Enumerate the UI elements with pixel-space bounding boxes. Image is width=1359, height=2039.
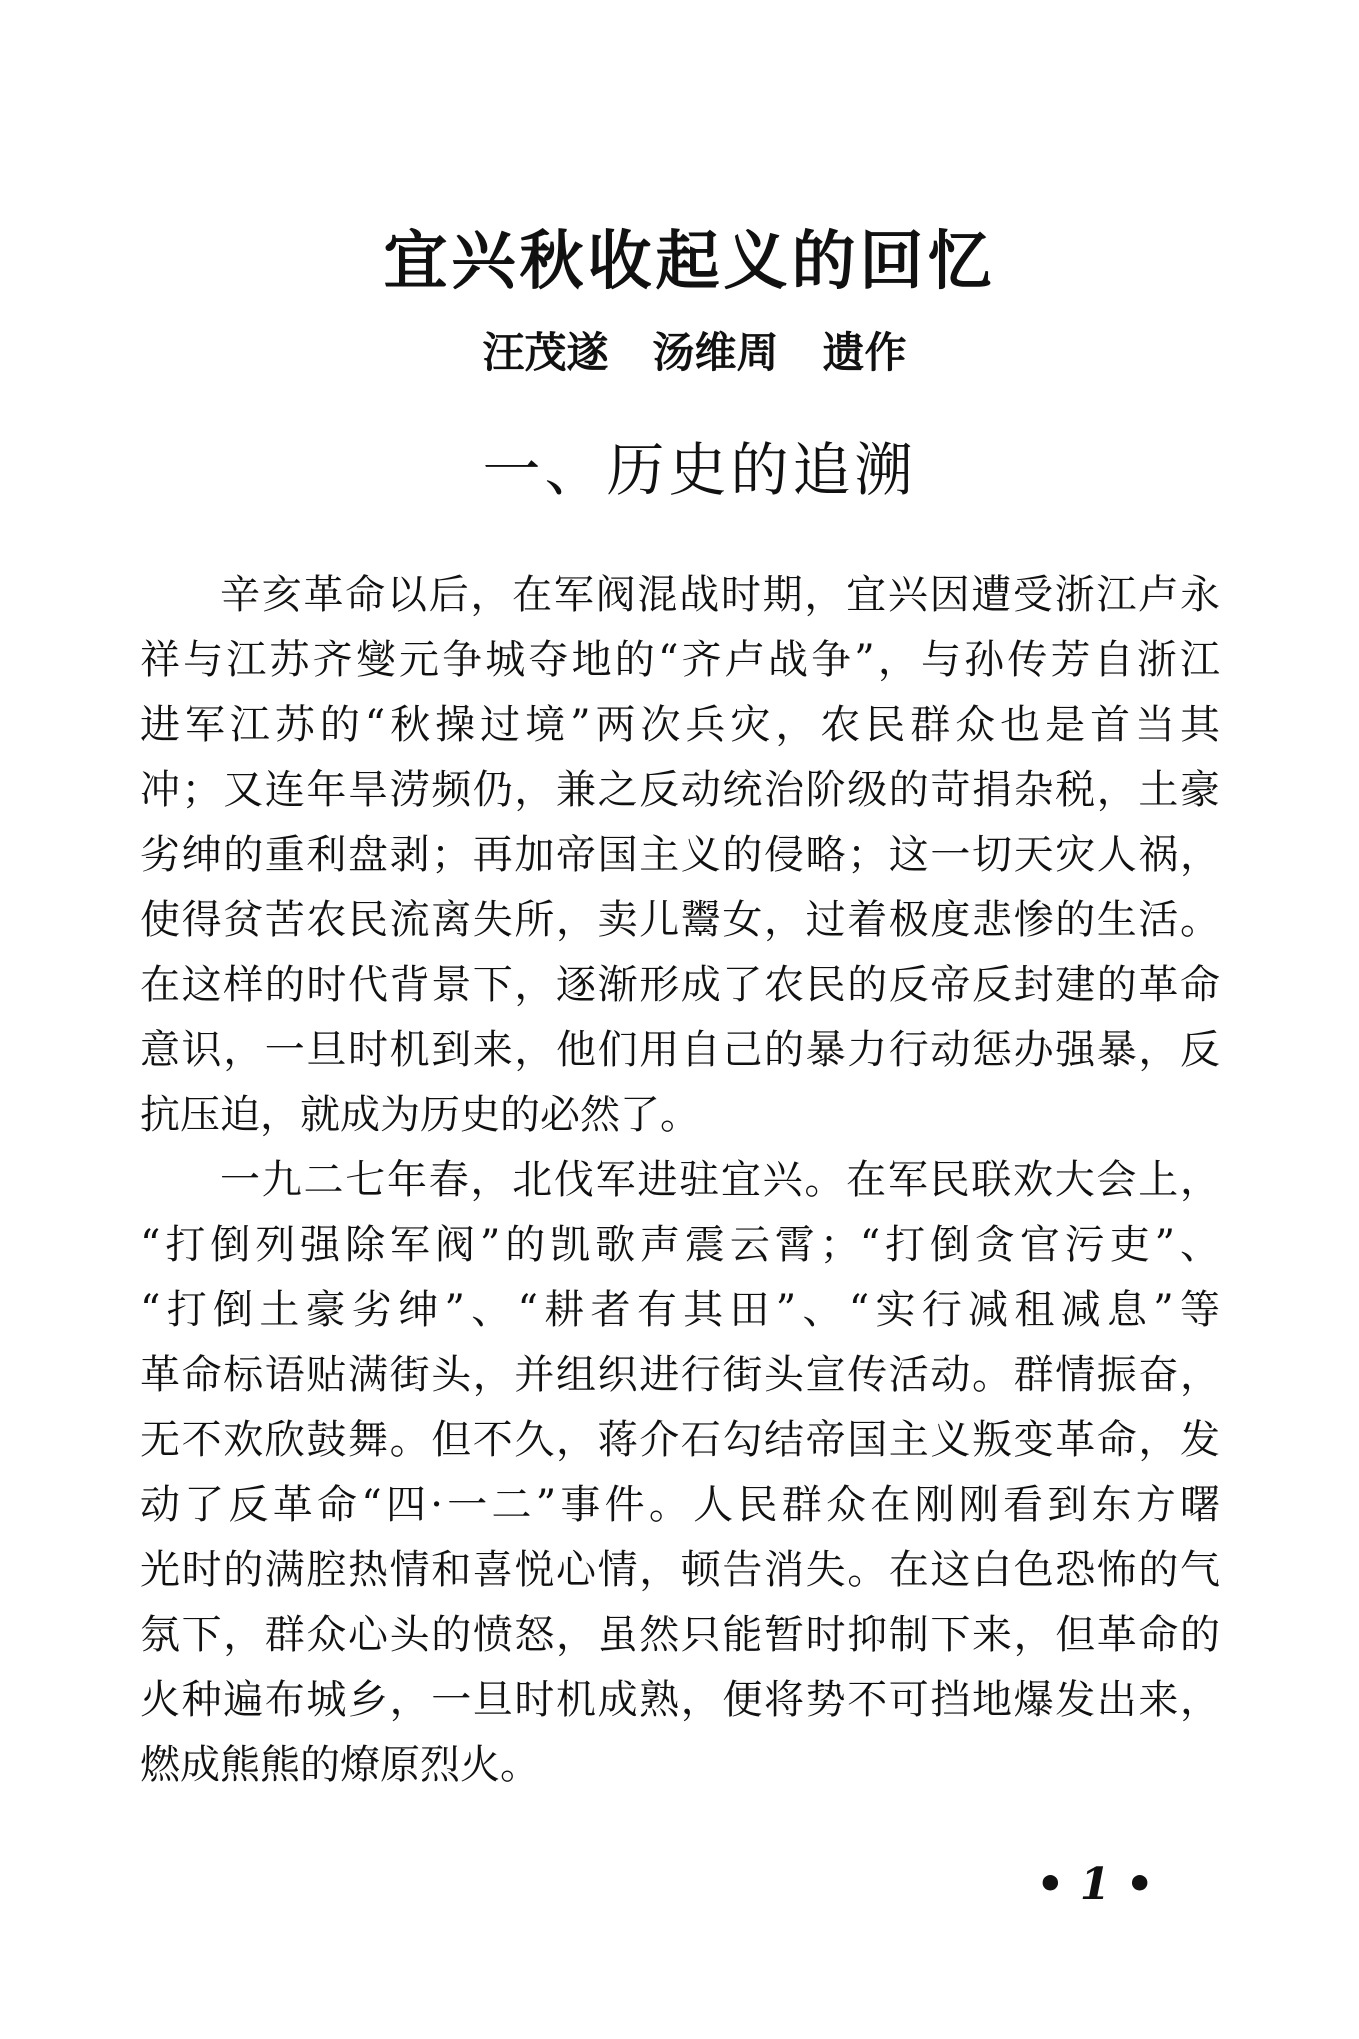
text-line: 意识，一旦时机到来，他们用自己的暴力行动惩办强暴，反	[140, 1027, 1220, 1073]
section-heading: 一、历史的追溯	[482, 436, 917, 504]
author-name: 汪茂遂	[482, 328, 609, 377]
text-line: 燃成熊熊的燎原烈火。	[140, 1742, 540, 1788]
text-line: 劣绅的重利盘剥；再加帝国主义的侵略；这一切天灾人祸，	[140, 832, 1220, 878]
text-line: “打倒列强除军阀”的凯歌声震云霄；“打倒贪官污吏”、	[140, 1222, 1220, 1268]
text-line: “打倒土豪劣绅”、“耕者有其田”、“实行减租减息”等	[140, 1287, 1220, 1333]
text-line: 光时的满腔热情和喜悦心情，顿告消失。在这白色恐怖的气	[140, 1547, 1220, 1593]
text-line: 在这样的时代背景下，逐渐形成了农民的反帝反封建的革命	[140, 962, 1220, 1008]
text-line: 火种遍布城乡，一旦时机成熟，便将势不可挡地爆发出来，	[140, 1677, 1220, 1723]
text-line: 革命标语贴满街头，并组织进行街头宣传活动。群情振奋，	[140, 1352, 1220, 1398]
text-line: 氛下，群众心头的愤怒，虽然只能暂时抑制下来，但革命的	[140, 1612, 1220, 1658]
page-number: • 1 •	[1036, 1859, 1154, 1910]
text-line: 祥与江苏齐燮元争城夺地的“齐卢战争”，与孙传芳自浙江	[140, 637, 1220, 683]
author-name: 汤维周	[652, 328, 779, 377]
author-note: 遗作	[822, 328, 907, 377]
text-line: 辛亥革命以后，在军阀混战时期，宜兴因遭受浙江卢永	[220, 572, 1220, 618]
text-line: 抗压迫，就成为历史的必然了。	[140, 1092, 700, 1138]
body-text	[140, 563, 1220, 1798]
text-line: 进军江苏的“秋操过境”两次兵灾，农民群众也是首当其	[140, 702, 1220, 748]
author-line	[0, 325, 1359, 381]
text-line: 使得贫苦农民流离失所，卖儿鬻女，过着极度悲惨的生活。	[140, 897, 1220, 943]
article-title: 宜兴秋收起义的回忆	[383, 225, 996, 299]
text-line: 无不欢欣鼓舞。但不久，蒋介石勾结帝国主义叛变革命，发	[140, 1417, 1220, 1463]
text-line: 一九二七年春，北伐军进驻宜兴。在军民联欢大会上，	[220, 1157, 1220, 1203]
text-line: 冲；又连年旱涝频仍，兼之反动统治阶级的苛捐杂税，土豪	[140, 767, 1220, 813]
text-line: 动了反革命“四·一二”事件。人民群众在刚刚看到东方曙	[140, 1482, 1220, 1528]
